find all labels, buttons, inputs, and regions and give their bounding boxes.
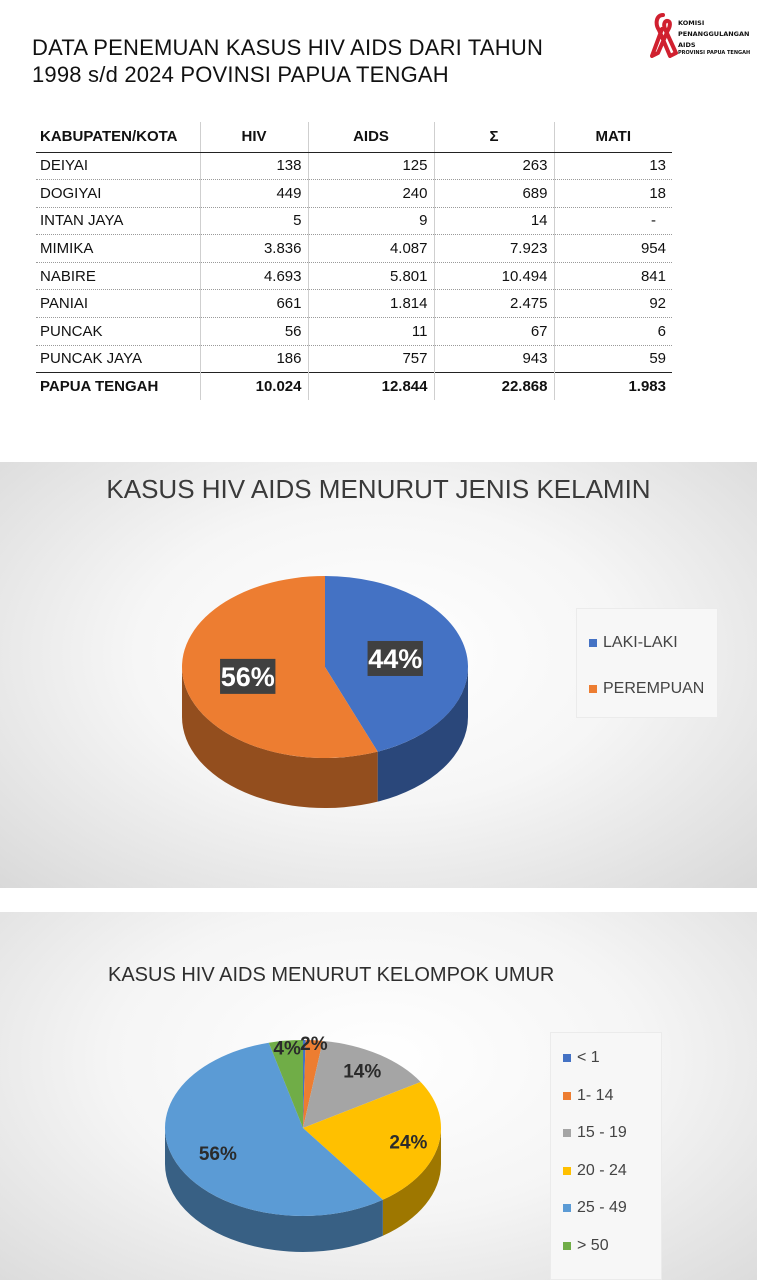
table-cell: 92 bbox=[554, 290, 672, 318]
table-cell: 10.494 bbox=[434, 262, 554, 290]
age-legend-label-1: 1- 14 bbox=[577, 1086, 614, 1104]
table-row bbox=[36, 290, 672, 318]
table-cell: 240 bbox=[308, 180, 434, 208]
table-total-row bbox=[36, 373, 672, 401]
gender-legend-label-0: LAKI-LAKI bbox=[603, 634, 678, 651]
panel-gap bbox=[0, 888, 757, 912]
age-legend-item-4 bbox=[563, 1198, 627, 1218]
age-legend-item-1 bbox=[563, 1086, 613, 1106]
table-total-cell: 10.024 bbox=[200, 373, 308, 401]
age-chart-legend bbox=[550, 1032, 662, 1280]
table-cell: DEIYAI bbox=[36, 152, 200, 180]
age-legend-item-2 bbox=[563, 1123, 627, 1143]
age-legend-label-5: > 50 bbox=[577, 1237, 609, 1254]
age-data-label-4: 56% bbox=[198, 1143, 237, 1165]
table-cell: PUNCAK JAYA bbox=[36, 345, 200, 373]
table-total-cell: 12.844 bbox=[308, 373, 434, 401]
table-cell: 11 bbox=[308, 318, 434, 346]
column-header-deaths: MATI bbox=[554, 122, 672, 152]
gender-chart-title: KASUS HIV AIDS MENURUT JENIS KELAMIN bbox=[106, 474, 651, 504]
column-header-region: KABUPATEN/KOTA bbox=[36, 122, 200, 152]
age-legend-swatch-0 bbox=[563, 1054, 571, 1062]
table-row bbox=[36, 180, 672, 208]
table-cell: 125 bbox=[308, 152, 434, 180]
table-cell: 263 bbox=[434, 152, 554, 180]
age-legend-label-2: 15 - 19 bbox=[577, 1124, 627, 1142]
table-cell: PANIAI bbox=[36, 290, 200, 318]
page-title-line-2: 1998 s/d 2024 POVINSI PAPUA TENGAH bbox=[32, 62, 449, 87]
gender-legend-label-1: PEREMPUAN bbox=[603, 680, 705, 697]
logo-text-4: PROVINSI PAPUA TENGAH bbox=[678, 50, 751, 56]
table-row bbox=[36, 345, 672, 373]
table-total-cell: 22.868 bbox=[434, 373, 554, 401]
table-cell: NABIRE bbox=[36, 262, 200, 290]
table-total-cell: PAPUA TENGAH bbox=[36, 373, 200, 401]
page-title bbox=[32, 34, 612, 88]
table-cell: 13 bbox=[554, 152, 672, 180]
table-cell: 59 bbox=[554, 345, 672, 373]
table-cell: 841 bbox=[554, 262, 672, 290]
table-cell: MIMIKA bbox=[36, 235, 200, 263]
column-header-aids: AIDS bbox=[308, 122, 434, 152]
table-cell: 954 bbox=[554, 235, 672, 263]
table-body bbox=[36, 152, 672, 400]
table-cell: 56 bbox=[200, 318, 308, 346]
hiv-aids-data-table bbox=[36, 122, 672, 400]
gender-legend-swatch-1 bbox=[589, 685, 597, 693]
age-legend-item-5 bbox=[563, 1236, 609, 1256]
age-legend-swatch-3 bbox=[563, 1167, 571, 1175]
table-cell: 6 bbox=[554, 318, 672, 346]
column-header-total: Σ bbox=[434, 122, 554, 152]
table-cell: DOGIYAI bbox=[36, 180, 200, 208]
table-cell: 661 bbox=[200, 290, 308, 318]
table-cell: 138 bbox=[200, 152, 308, 180]
age-legend-swatch-2 bbox=[563, 1129, 571, 1137]
table-cell: 449 bbox=[200, 180, 308, 208]
age-legend-item-0 bbox=[563, 1048, 600, 1068]
table-cell: 757 bbox=[308, 345, 434, 373]
table-cell: 4.087 bbox=[308, 235, 434, 263]
gender-legend-item-0 bbox=[589, 633, 678, 653]
age-legend-swatch-4 bbox=[563, 1204, 571, 1212]
table-row bbox=[36, 235, 672, 263]
table-header-row bbox=[36, 122, 672, 152]
header bbox=[0, 0, 757, 110]
age-legend-item-3 bbox=[563, 1161, 627, 1181]
table-cell: PUNCAK bbox=[36, 318, 200, 346]
age-chart-title: KASUS HIV AIDS MENURUT KELOMPOK UMUR bbox=[108, 964, 555, 986]
table-cell: 7.923 bbox=[434, 235, 554, 263]
age-legend-label-4: 25 - 49 bbox=[577, 1199, 627, 1217]
table-total-cell: 1.983 bbox=[554, 373, 672, 401]
table-cell: 943 bbox=[434, 345, 554, 373]
table-cell: 3.836 bbox=[200, 235, 308, 263]
table-cell: INTAN JAYA bbox=[36, 207, 200, 235]
table-cell: 4.693 bbox=[200, 262, 308, 290]
age-legend-label-3: 20 - 24 bbox=[577, 1161, 627, 1179]
table-cell: 18 bbox=[554, 180, 672, 208]
gender-data-label-1: 56% bbox=[220, 662, 275, 693]
gender-legend-item-1 bbox=[589, 679, 704, 699]
table-cell: 1.814 bbox=[308, 290, 434, 318]
red-ribbon-icon bbox=[650, 12, 678, 58]
table-cell: 5 bbox=[200, 207, 308, 235]
logo-text-2: PENANGGULANGAN bbox=[678, 30, 750, 38]
table-cell: 9 bbox=[308, 207, 434, 235]
gender-legend-swatch-0 bbox=[589, 639, 597, 647]
table-cell: 14 bbox=[434, 207, 554, 235]
page-title-line-1: DATA PENEMUAN KASUS HIV AIDS DARI TAHUN bbox=[32, 35, 544, 60]
age-data-label-5: 4% bbox=[273, 1038, 301, 1060]
table-row bbox=[36, 207, 672, 235]
logo-text-3: AIDS bbox=[678, 41, 696, 49]
age-data-label-3: 24% bbox=[389, 1132, 428, 1154]
table-row bbox=[36, 262, 672, 290]
age-legend-label-0: < 1 bbox=[577, 1049, 600, 1066]
age-legend-swatch-1 bbox=[563, 1092, 571, 1100]
table-cell: 689 bbox=[434, 180, 554, 208]
age-legend-swatch-5 bbox=[563, 1242, 571, 1250]
gender-chart-legend bbox=[576, 608, 718, 718]
age-chart-panel bbox=[0, 912, 757, 1280]
table-row bbox=[36, 318, 672, 346]
table-cell: 2.475 bbox=[434, 290, 554, 318]
column-header-hiv: HIV bbox=[200, 122, 308, 152]
gender-data-label-0: 44% bbox=[368, 644, 423, 675]
table-cell: 67 bbox=[434, 318, 554, 346]
table-cell: 5.801 bbox=[308, 262, 434, 290]
age-data-label-1: 2% bbox=[300, 1033, 328, 1055]
gender-chart-panel bbox=[0, 462, 757, 888]
table-cell: - bbox=[554, 207, 672, 235]
table-cell: 186 bbox=[200, 345, 308, 373]
kpa-logo bbox=[650, 12, 750, 58]
table-row bbox=[36, 152, 672, 180]
logo-text-1: KOMISI bbox=[678, 19, 705, 27]
age-data-label-2: 14% bbox=[343, 1061, 382, 1083]
